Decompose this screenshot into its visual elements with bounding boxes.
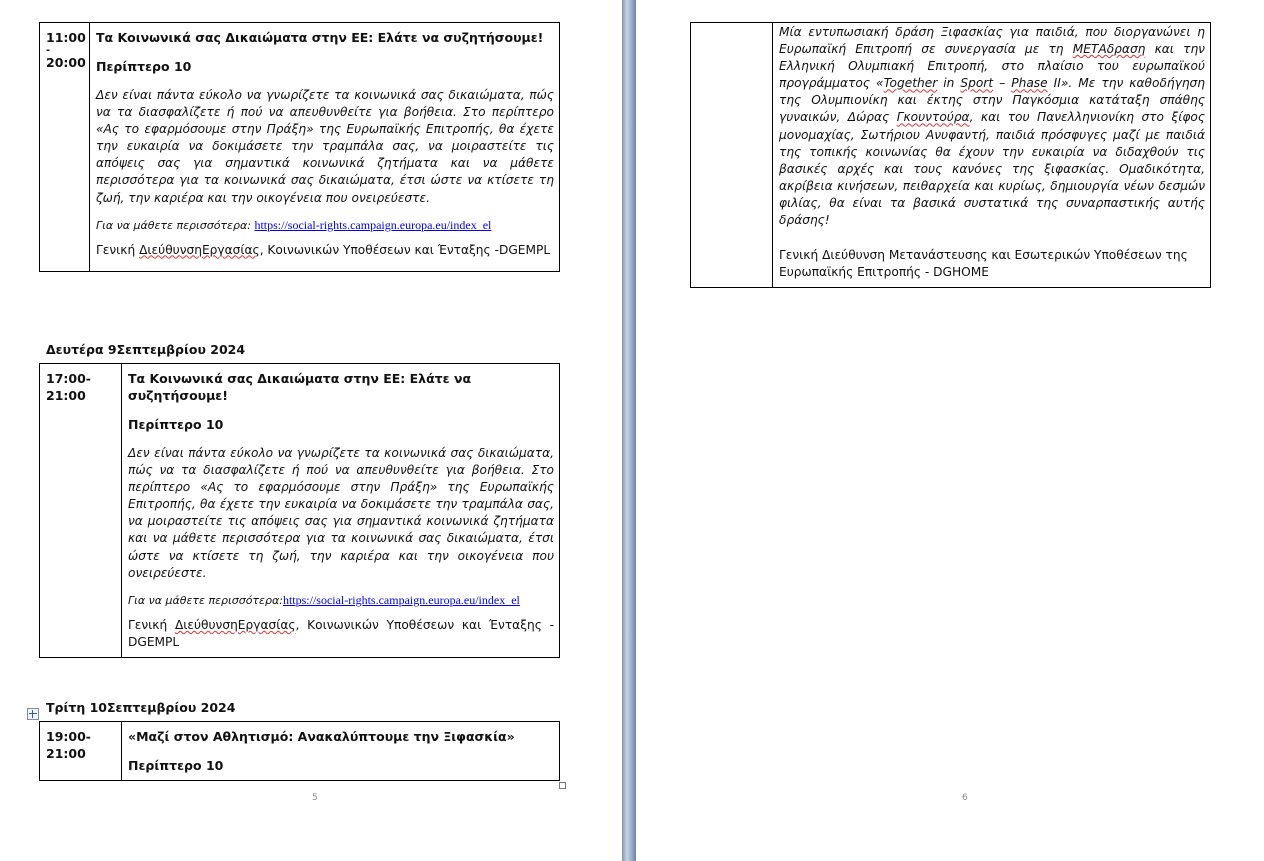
more-info — [96, 217, 554, 234]
event-table — [39, 22, 560, 272]
event-title: Τα Κοινωνικά σας Δικαιώματα στην ΕΕ: Ελάτε να συζητήσουμε! — [128, 371, 472, 403]
event-table-continued — [690, 22, 1211, 288]
desc-part: II». Με την καθοδήγηση της Ολυμπιονίκη και έκτης στην Παγκόσμια κατάταξη σπάθης γυναικών, Δώρας — [779, 76, 1206, 125]
table-move-handle-icon[interactable] — [27, 708, 39, 720]
desc-part: , και του Πανελληνιονίκη στο ξίφος μονομαχίας, Σωτήριου Ανυφαντή, παιδιά πρόσφυγες μαζί με παιδιά της τοπικής κοινωνίας θα έχουν την ευκαιρία να διδαχθούν τις βασικές αρχές και τους κανόνες της ξιφασκίας. Ομαδικότητα, ακρίβεια κινήσεων, πειθαρχεία και κυρίως, δημιουργία νέων δεσμών φιλίας, θα είναι τα βασικά συστατικά της συναρπαστικής αυτής δράσης! — [779, 110, 1205, 228]
time-start: 11:00 — [46, 30, 86, 45]
event-venue: Περίπτερο 10 — [128, 417, 224, 432]
time-start: 19:00- — [46, 729, 91, 744]
document-page-5 — [0, 0, 622, 861]
day-heading: Δευτέρα 9Σεπτεμβρίου 2024 — [46, 342, 246, 357]
more-info-label: Για να μάθετε περισσότερα: — [128, 593, 283, 607]
event-description: Δεν είναι πάντα εύκολο να γνωρίζετε τα κοινωνικά σας δικαιώματα, πώς να τα διασφαλίζετε ή πού να απευθυνθείτε για βοήθεια. Στο περίπτερο «Ας το εφαρμόσουμε στην Πράξη» της Ευρωπαϊκής Επιτροπής, θα έχετε την ευκαιρία να δοκιμάσετε την τραμπάλα σας, να μοιραστείτε τις απόψεις σας για σημαντικά κοινωνικά ζητήματα και να μάθετε περισσότερα για τα κοινωνικά σας δικαιώματα, έτσι ώστε να κτίσετε τη ζωή, την καριέρα και την οικογένεια που ονειρεύεστε. — [128, 446, 554, 580]
organizer-suffix: , Κοινωνικών Υποθέσεων και Ένταξης - DGEMPL — [128, 617, 554, 649]
event-title: «Μαζί στον Αθλητισμό: Ανακαλύπτουμε την Ξιφασκία» — [128, 729, 515, 744]
desc-part: και την Ελληνική Ολυμπιακή Επιτροπή, στο πλαίσιο του ευρωπαϊκού προγράμματος « — [779, 42, 1205, 91]
desc-part: in — [937, 76, 961, 91]
event-organizer — [128, 617, 554, 651]
event-cell — [122, 364, 560, 658]
event-organizer — [96, 242, 554, 259]
time-cell — [40, 722, 122, 781]
more-info-link[interactable]: https://social-rights.campaign.europa.eu/index_el — [282, 592, 520, 607]
marked-word: Together — [883, 76, 938, 91]
time-end: 21:00 — [46, 388, 86, 403]
page-separator — [622, 0, 636, 861]
event-cell — [122, 722, 560, 781]
organizer-suffix: , Κοινωνικών Υποθέσεων και Ένταξης -DGEMPL — [259, 242, 551, 257]
time-cell — [40, 364, 122, 658]
day-heading: Τρίτη 10Σεπτεμβρίου 2024 — [46, 700, 236, 715]
organizer-marked-word: ΔιεύθυνσηΕργασίας — [139, 242, 260, 257]
time-dash: - — [46, 45, 51, 56]
event-description — [779, 24, 1205, 229]
time-cell-empty — [691, 23, 773, 288]
page-number: 5 — [312, 793, 318, 803]
organizer-prefix: Γενική — [128, 617, 175, 632]
marked-word: Phase — [1011, 76, 1048, 91]
more-info-link[interactable]: https://social-rights.campaign.europa.eu/index_el — [254, 217, 492, 232]
marked-word: ΜΕΤΑδραση — [1072, 42, 1146, 57]
time-end: 20:00 — [46, 55, 86, 70]
desc-part: Μία εντυπωσιακή δράση Ξιφασκίας για παιδιά, που διοργανώνει η Ευρωπαϊκή Επιτροπή σε συνεργασία με τη — [779, 25, 1205, 57]
time-start: 17:00- — [46, 371, 91, 386]
event-description: Δεν είναι πάντα εύκολο να γνωρίζετε τα κοινωνικά σας δικαιώματα, πώς να τα διασφαλίζετε ή πού να απευθυνθείτε για βοήθεια. Στο περίπτερο «Ας το εφαρμόσουμε στην Πράξη» της Ευρωπαϊκής Επιτροπής, θα έχετε την ευκαιρία να δοκιμάσετε την τραμπάλα σας, να μοιραστείτε τις απόψεις σας για σημαντικά κοινωνικά ζητήματα και να μάθετε περισσότερα για τα κοινωνικά σας δικαιώματα, έτσι ώστε να κτίσετε τη ζωή, την καριέρα και την οικογένεια που ονειρεύεστε. — [96, 88, 554, 205]
marked-word: Γκουντούρα — [896, 110, 970, 125]
event-venue: Περίπτερο 10 — [128, 758, 224, 773]
event-cell — [90, 23, 560, 272]
event-organizer: Γενική Διεύθυνση Μετανάστευσης και Εσωτερικών Υποθέσεων της Ευρωπαϊκής Επιτροπής - DGHOME — [779, 248, 1188, 280]
table-resize-handle[interactable] — [559, 782, 566, 789]
event-table — [39, 363, 560, 658]
organizer-prefix: Γενική — [96, 242, 140, 257]
event-cell — [773, 23, 1211, 288]
page-number: 6 — [962, 793, 968, 803]
more-info — [128, 592, 554, 609]
event-title: Τα Κοινωνικά σας Δικαιώματα στην ΕΕ: Ελάτε να συζητήσουμε! — [96, 30, 544, 45]
event-table — [39, 721, 560, 781]
time-end: 21:00 — [46, 746, 86, 761]
event-venue: Περίπτερο 10 — [96, 59, 192, 74]
more-info-label: Για να μάθετε περισσότερα: — [96, 218, 251, 232]
marked-word: Sport — [960, 76, 994, 91]
organizer-marked-word: ΔιεύθυνσηΕργασίας — [174, 617, 296, 632]
document-page-6 — [636, 0, 1264, 861]
time-cell — [40, 23, 90, 272]
desc-part: – — [993, 76, 1012, 91]
